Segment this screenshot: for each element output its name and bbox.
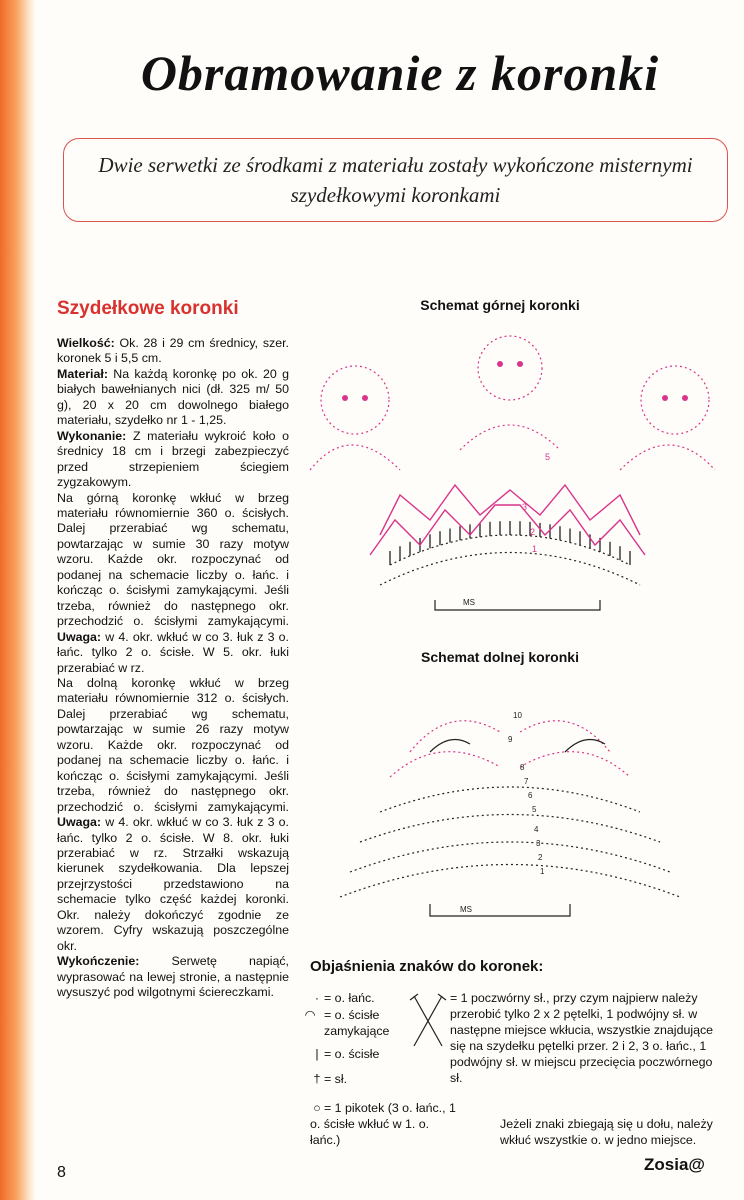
signature: Zosia@ <box>644 1155 705 1174</box>
legend-heading: Objaśnienia znaków do koronek: <box>310 958 544 975</box>
material-label: Materiał: <box>57 366 108 381</box>
double-crochet-symbol-icon: † <box>313 1072 321 1086</box>
lower-mid-arc <box>360 815 660 843</box>
lower-row-number: 4 <box>534 825 539 834</box>
legend-picot <box>310 1100 460 1148</box>
execution-text: Z materiału wykroić koło o średnicy 18 cm i brzegi zabezpieczyć przed strzepieniem ściegiem zygzakowym. <box>57 428 289 490</box>
lower-row-number: 7 <box>524 777 529 786</box>
lower-direction-arrow <box>565 740 605 753</box>
lower-diagram-caption: Schemat dolnej koronki <box>421 649 579 665</box>
upper-diagram-caption: Schemat górnej koronki <box>420 297 580 313</box>
size-paragraph <box>57 336 289 367</box>
lower-row-number: 9 <box>508 735 513 744</box>
lower-row-number: 2 <box>538 853 543 862</box>
orange-page-edge <box>0 0 36 1200</box>
upper-motif-center <box>478 336 542 400</box>
upper-ms-label: MS <box>463 598 475 607</box>
upper-row-number: 5 <box>545 452 551 462</box>
single-crochet-symbol-icon: | <box>315 1047 319 1061</box>
legend-sc <box>310 1046 405 1062</box>
lower-row-number: 8 <box>520 763 525 772</box>
upper-lace-diagram <box>300 320 720 620</box>
page-number: 8 <box>57 1164 66 1181</box>
note2-text: w 4. okr. wkłuć w co 3. łuk z 3 o. łańc. tylko 2 o. ścisłe. W 8. okr. łuki przerabiać w rz. Strzałki wskazują kierunek szydełkowania. Dla lepszej przejrzystości przedstawiono na schemacie tylko część każdej koronki. Okr. należy dokończyć zgodnie ze wzorem. Cyfry wskazują poszczególne okr. <box>57 815 289 953</box>
upper-picot <box>682 395 688 401</box>
crossed-stitch-symbol-icon <box>408 990 448 1050</box>
lower-fan-left <box>410 721 500 752</box>
lower-lace-diagram <box>320 672 700 932</box>
finish-paragraph <box>57 954 289 1000</box>
legend-joined: Jeżeli znaki zbiegają się u dołu, należy wkłuć wszystkie o. w jedno miejsce. <box>500 1117 713 1147</box>
legend-dc-text: = sł. <box>324 1072 348 1086</box>
legend-sc-text: = o. ścisłe <box>324 1047 380 1061</box>
execution-paragraph <box>57 429 289 491</box>
upper-base-arc <box>390 535 630 565</box>
lower-row-number: 3 <box>536 839 541 848</box>
upper-text: Na górną koronkę wkłuć w brzeg materiału równomiernie 360 o. ścisłych. Dalej przerabiać wg schematu, powtarzając w sumie 30 razy motyw wzoru. Każde okr. rozpoczynać od podanej na schemacie liczby o. łańc. i kończąc o. ścisłymi zamykającymi. Jeśli trzeba, również do następnego okr. przechodzić o. ścisłymi zamykającymi. <box>57 490 289 629</box>
upper-arc-left <box>310 445 400 470</box>
lower-fan-left-2 <box>390 752 500 777</box>
lower-direction-arrow <box>430 740 470 753</box>
lower-base-arc-2 <box>340 865 680 898</box>
chain-symbol-icon: · <box>314 991 320 1005</box>
note1-text: w 4. okr. wkłuć w co 3. łuk z 3 o. łańc. tylko 2 o. ścisłe. W 5. okr. łuki przerabiać w rz. <box>57 629 289 675</box>
upper-row-number: 1 <box>532 544 538 554</box>
material-paragraph <box>57 367 289 429</box>
upper-arc-center <box>460 425 560 450</box>
subtitle: Dwie serwetki ze środkami z materiału zostały wykończone misternymi szydełkowymi koronkami <box>98 153 693 207</box>
subtitle-box <box>63 138 728 222</box>
lower-text: Na dolną koronkę wkłuć w brzeg materiału równomiernie 312 o. ścisłych. Dalej przerabiać wg schematu, powtarzając w sumie 26 razy motyw wzoru. Każde okr. rozpoczynać od podanej na schemacie liczby o. łańc. i kończąc o. ścisłymi zamykającymi. Jeśli trzeba, również do następnego okr. przechodzić o. ścisłymi zamykającymi. <box>57 675 289 814</box>
note2-label: Uwaga: <box>57 815 102 830</box>
finish-label: Wykończenie: <box>57 954 140 969</box>
note1-label: Uwaga: <box>57 629 102 644</box>
legend-crossed: = 1 poczwórny sł., przy czym najpierw należy przerobić tylko 2 x 2 pętelki, 1 podwójny sł. w następne miejsce wkłucia, wszystkie znajdujące się na szydełku pętelki przer. 2 i 2, 3 o. łańc., 1 podwójny sł. w miejscu przecięcia poczwórnego sł. <box>450 991 714 1085</box>
lower-row-number: 5 <box>532 805 537 814</box>
upper-base-arc-2 <box>380 553 640 586</box>
legend-picot-text: = 1 pikotek (3 o. łańc., 1 o. ścisłe wkłuć w 1. o. łańc.) <box>310 1101 456 1147</box>
upper-picot <box>497 361 503 367</box>
lower-ms-label: MS <box>460 905 472 914</box>
picot-symbol-icon: ○ <box>313 1101 321 1115</box>
size-label: Wielkość: <box>57 336 115 350</box>
material-text: Na każdą koronkę po ok. 20 g białych bawełnianych nici (dł. 325 m/ 50 g), 20 x 20 cm dowolnego białego materiału, szydełko nr 1 - 1,25. <box>57 366 289 428</box>
lower-paragraph <box>57 676 289 954</box>
upper-motif-right <box>641 366 709 434</box>
lower-fan-right <box>520 721 610 752</box>
section-heading: Szydełkowe koronki <box>57 298 239 319</box>
legend-chain <box>310 990 405 1006</box>
legend-dc <box>310 1071 405 1087</box>
upper-zigzag-1 <box>370 505 645 555</box>
instructions-column <box>57 336 289 1000</box>
page-title: Obramowanie z koronki <box>140 45 660 101</box>
lower-ms-bracket <box>430 904 570 916</box>
lower-row-number: 1 <box>540 867 545 876</box>
upper-picot <box>342 395 348 401</box>
lower-mid-arc-2 <box>380 787 640 812</box>
legend-slip <box>304 1007 405 1039</box>
upper-picot <box>362 395 368 401</box>
upper-row-number: 2 <box>530 527 536 537</box>
execution-label: Wykonanie: <box>57 428 127 443</box>
upper-motif-left <box>321 366 389 434</box>
upper-picot <box>662 395 668 401</box>
upper-paragraph <box>57 491 289 676</box>
upper-picot <box>517 361 523 367</box>
upper-arc-right <box>620 445 715 470</box>
legend-slip-text: = o. ścisłe zamykające <box>324 1008 390 1038</box>
finish-text: Serwetę napiąć, wyprasować na lewej stronie, a następnie wysuszyć pod wilgotnymi ściereczkami. <box>57 954 289 1000</box>
lower-row-number: 10 <box>513 711 522 720</box>
lower-row-number: 6 <box>528 791 533 800</box>
legend-chain-text: = o. łańc. <box>324 991 375 1005</box>
size-text: Ok. 28 i 29 cm średnicy, szer. koronek 5 i 5,5 cm. <box>57 336 289 366</box>
lower-fan-right-2 <box>520 752 630 777</box>
slip-stitch-symbol-icon: ◠ <box>304 1008 316 1022</box>
upper-row-number: 3 <box>522 502 528 512</box>
upper-ms-bracket <box>435 600 600 610</box>
lower-base-arc <box>350 842 670 872</box>
